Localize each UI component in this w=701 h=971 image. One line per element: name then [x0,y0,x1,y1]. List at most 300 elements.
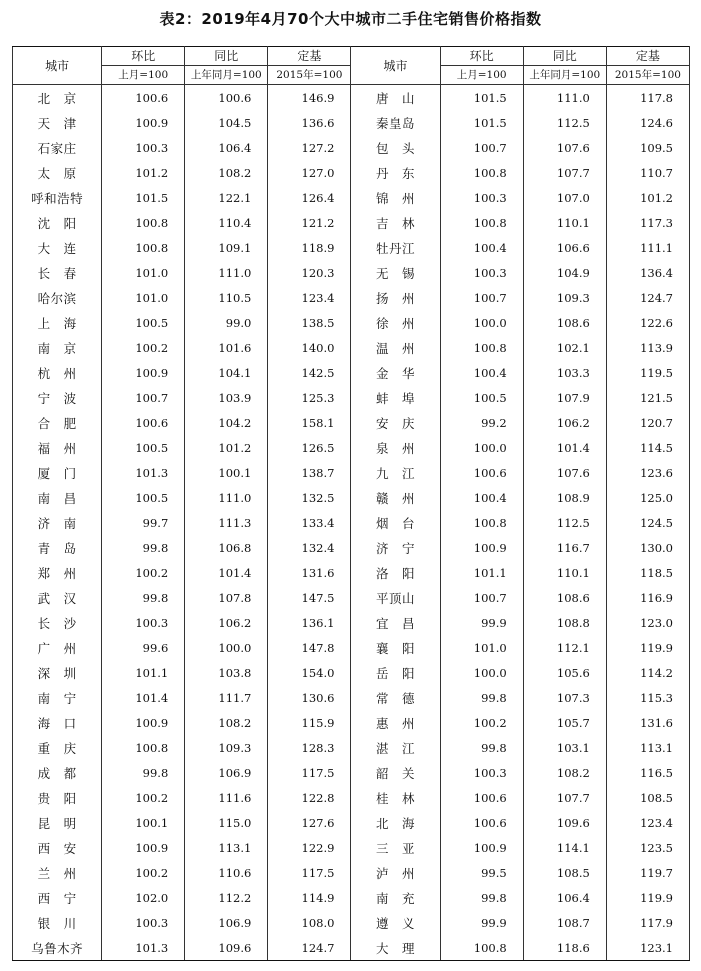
mom-value-right: 100.4 [440,235,523,260]
base-value-left: 127.6 [268,810,351,835]
table-row [13,185,690,210]
yoy-value-right: 108.6 [523,310,606,335]
city-name-right: 扬 州 [351,285,440,310]
mom-value-left: 101.5 [102,185,185,210]
city-name-left: 福 州 [13,435,102,460]
city-name-left: 昆 明 [13,810,102,835]
mom-value-left: 100.5 [102,435,185,460]
yoy-value-left: 106.9 [185,760,268,785]
base-value-left: 108.0 [268,910,351,935]
table-row [13,535,690,560]
yoy-value-left: 115.0 [185,810,268,835]
yoy-value-right: 108.8 [523,610,606,635]
yoy-value-left: 101.4 [185,560,268,585]
yoy-value-right: 112.1 [523,635,606,660]
table-body [13,85,690,961]
city-name-right: 大 理 [351,935,440,961]
yoy-value-left: 110.4 [185,210,268,235]
yoy-value-right: 108.2 [523,760,606,785]
table-row [13,110,690,135]
base-value-left: 133.4 [268,510,351,535]
base-value-right: 119.5 [606,360,689,385]
mom-value-left: 99.7 [102,510,185,535]
table-row [13,785,690,810]
yoy-value-left: 122.1 [185,185,268,210]
city-name-right: 遵 义 [351,910,440,935]
base-value-right: 101.2 [606,185,689,210]
mom-value-left: 100.3 [102,910,185,935]
mom-value-left: 100.9 [102,110,185,135]
table-row [13,660,690,685]
base-value-right: 109.5 [606,135,689,160]
mom-value-right: 100.8 [440,935,523,961]
city-name-right: 锦 州 [351,185,440,210]
yoy-value-right: 103.1 [523,735,606,760]
city-name-left: 广 州 [13,635,102,660]
city-name-right: 泸 州 [351,860,440,885]
city-name-right: 包 头 [351,135,440,160]
city-name-right: 唐 山 [351,85,440,111]
base-value-right: 117.9 [606,910,689,935]
table-row [13,635,690,660]
mom-value-left: 100.8 [102,735,185,760]
yoy-value-right: 105.6 [523,660,606,685]
mom-value-right: 100.3 [440,185,523,210]
mom-value-left: 102.0 [102,885,185,910]
yoy-value-right: 118.6 [523,935,606,961]
mom-value-left: 99.6 [102,635,185,660]
city-name-left: 银 川 [13,910,102,935]
header-base-sub-right: 2015年=100 [606,66,689,85]
yoy-value-right: 107.9 [523,385,606,410]
mom-value-left: 100.6 [102,85,185,111]
base-value-right: 117.3 [606,210,689,235]
city-name-right: 九 江 [351,460,440,485]
yoy-value-left: 112.2 [185,885,268,910]
base-value-right: 114.2 [606,660,689,685]
table-row [13,335,690,360]
mom-value-right: 100.0 [440,660,523,685]
mom-value-right: 99.9 [440,610,523,635]
city-name-right: 蚌 埠 [351,385,440,410]
base-value-right: 114.5 [606,435,689,460]
city-name-right: 徐 州 [351,310,440,335]
table-row [13,260,690,285]
table-title: 表2：2019年4月70个大中城市二手住宅销售价格指数 [159,10,542,28]
city-name-left: 贵 阳 [13,785,102,810]
mom-value-left: 100.8 [102,235,185,260]
city-name-left: 长 春 [13,260,102,285]
base-value-left: 131.6 [268,560,351,585]
city-name-right: 泉 州 [351,435,440,460]
city-name-right: 赣 州 [351,485,440,510]
mom-value-left: 99.8 [102,760,185,785]
base-value-right: 116.9 [606,585,689,610]
yoy-value-left: 104.5 [185,110,268,135]
yoy-value-right: 108.5 [523,860,606,885]
mom-value-right: 100.7 [440,585,523,610]
mom-value-left: 101.3 [102,460,185,485]
city-name-right: 桂 林 [351,785,440,810]
yoy-value-left: 106.9 [185,910,268,935]
base-value-left: 136.6 [268,110,351,135]
city-name-right: 常 德 [351,685,440,710]
base-value-left: 142.5 [268,360,351,385]
city-name-left: 天 津 [13,110,102,135]
mom-value-left: 99.8 [102,585,185,610]
yoy-value-left: 103.9 [185,385,268,410]
mom-value-right: 101.5 [440,110,523,135]
city-name-right: 丹 东 [351,160,440,185]
yoy-value-left: 101.2 [185,435,268,460]
header-base-sub-left: 2015年=100 [268,66,351,85]
table-row [13,485,690,510]
city-name-right: 南 充 [351,885,440,910]
base-value-right: 123.5 [606,835,689,860]
yoy-value-left: 103.8 [185,660,268,685]
mom-value-left: 99.8 [102,535,185,560]
mom-value-left: 100.6 [102,410,185,435]
yoy-value-right: 114.1 [523,835,606,860]
mom-value-right: 99.2 [440,410,523,435]
mom-value-left: 101.4 [102,685,185,710]
base-value-left: 132.5 [268,485,351,510]
table-row [13,210,690,235]
table-row [13,810,690,835]
yoy-value-right: 105.7 [523,710,606,735]
mom-value-right: 101.0 [440,635,523,660]
yoy-value-right: 106.6 [523,235,606,260]
mom-value-left: 100.9 [102,835,185,860]
city-name-right: 北 海 [351,810,440,835]
header-yoy-sub-right: 上年同月=100 [523,66,606,85]
city-name-left: 成 都 [13,760,102,785]
mom-value-right: 100.8 [440,335,523,360]
table-row [13,160,690,185]
mom-value-left: 100.5 [102,485,185,510]
yoy-value-right: 108.9 [523,485,606,510]
city-name-left: 西 安 [13,835,102,860]
city-name-left: 深 圳 [13,660,102,685]
base-value-left: 125.3 [268,385,351,410]
base-value-right: 120.7 [606,410,689,435]
mom-value-left: 100.2 [102,860,185,885]
mom-value-right: 100.6 [440,810,523,835]
base-value-left: 122.9 [268,835,351,860]
table-row [13,585,690,610]
yoy-value-left: 109.1 [185,235,268,260]
city-name-right: 烟 台 [351,510,440,535]
mom-value-right: 100.7 [440,285,523,310]
yoy-value-left: 111.0 [185,260,268,285]
base-value-right: 118.5 [606,560,689,585]
city-name-left: 南 京 [13,335,102,360]
mom-value-left: 100.9 [102,710,185,735]
table-row [13,860,690,885]
table-row [13,135,690,160]
city-name-left: 济 南 [13,510,102,535]
yoy-value-right: 103.3 [523,360,606,385]
base-value-right: 124.6 [606,110,689,135]
mom-value-right: 100.6 [440,785,523,810]
base-value-left: 136.1 [268,610,351,635]
base-value-left: 147.5 [268,585,351,610]
table-row [13,85,690,111]
base-value-right: 122.6 [606,310,689,335]
mom-value-right: 100.8 [440,210,523,235]
table-row [13,310,690,335]
yoy-value-left: 100.0 [185,635,268,660]
base-value-left: 118.9 [268,235,351,260]
mom-value-right: 100.8 [440,510,523,535]
base-value-right: 119.7 [606,860,689,885]
table-row [13,235,690,260]
city-name-left: 厦 门 [13,460,102,485]
mom-value-right: 100.6 [440,460,523,485]
yoy-value-left: 107.8 [185,585,268,610]
yoy-value-right: 111.0 [523,85,606,111]
mom-value-left: 100.2 [102,785,185,810]
yoy-value-right: 108.6 [523,585,606,610]
base-value-left: 128.3 [268,735,351,760]
yoy-value-left: 111.6 [185,785,268,810]
mom-value-right: 100.3 [440,760,523,785]
mom-value-left: 100.3 [102,610,185,635]
mom-value-right: 99.8 [440,685,523,710]
yoy-value-right: 109.3 [523,285,606,310]
base-value-left: 126.4 [268,185,351,210]
mom-value-right: 101.1 [440,560,523,585]
yoy-value-left: 104.1 [185,360,268,385]
city-name-right: 吉 林 [351,210,440,235]
price-index-table [12,46,690,961]
yoy-value-left: 101.6 [185,335,268,360]
table-row [13,460,690,485]
yoy-value-left: 106.2 [185,610,268,635]
table-row [13,510,690,535]
city-name-left: 南 昌 [13,485,102,510]
city-name-left: 重 庆 [13,735,102,760]
yoy-value-right: 110.1 [523,210,606,235]
city-name-left: 上 海 [13,310,102,335]
base-value-left: 122.8 [268,785,351,810]
header-yoy-sub-left: 上年同月=100 [185,66,268,85]
mom-value-left: 101.1 [102,660,185,685]
base-value-left: 124.7 [268,935,351,961]
base-value-right: 115.3 [606,685,689,710]
city-name-left: 太 原 [13,160,102,185]
city-name-left: 沈 阳 [13,210,102,235]
yoy-value-right: 106.2 [523,410,606,435]
table-row [13,935,690,961]
city-name-right: 安 庆 [351,410,440,435]
table-row [13,760,690,785]
mom-value-left: 100.8 [102,210,185,235]
city-name-right: 济 宁 [351,535,440,560]
header-city-right: 城市 [351,47,440,85]
mom-value-right: 100.3 [440,260,523,285]
mom-value-right: 100.5 [440,385,523,410]
city-name-right: 襄 阳 [351,635,440,660]
base-value-right: 136.4 [606,260,689,285]
city-name-right: 牡丹江 [351,235,440,260]
yoy-value-right: 101.4 [523,435,606,460]
base-value-left: 140.0 [268,335,351,360]
base-value-right: 119.9 [606,635,689,660]
mom-value-right: 99.8 [440,735,523,760]
city-name-left: 哈尔滨 [13,285,102,310]
yoy-value-left: 108.2 [185,160,268,185]
mom-value-right: 100.7 [440,135,523,160]
mom-value-right: 100.2 [440,710,523,735]
city-name-right: 秦皇岛 [351,110,440,135]
yoy-value-right: 107.6 [523,135,606,160]
table-row [13,685,690,710]
table-row [13,910,690,935]
mom-value-left: 100.5 [102,310,185,335]
base-value-right: 111.1 [606,235,689,260]
yoy-value-left: 100.1 [185,460,268,485]
table-row [13,385,690,410]
yoy-value-right: 107.7 [523,785,606,810]
mom-value-right: 100.0 [440,435,523,460]
base-value-left: 130.6 [268,685,351,710]
city-name-right: 韶 关 [351,760,440,785]
city-name-right: 岳 阳 [351,660,440,685]
city-name-left: 兰 州 [13,860,102,885]
yoy-value-right: 112.5 [523,110,606,135]
base-value-left: 120.3 [268,260,351,285]
base-value-left: 147.8 [268,635,351,660]
mom-value-left: 100.1 [102,810,185,835]
city-name-left: 北 京 [13,85,102,111]
yoy-value-left: 100.6 [185,85,268,111]
table-row [13,285,690,310]
yoy-value-left: 113.1 [185,835,268,860]
yoy-value-left: 106.8 [185,535,268,560]
mom-value-right: 100.4 [440,360,523,385]
mom-value-right: 100.0 [440,310,523,335]
yoy-value-right: 107.0 [523,185,606,210]
yoy-value-left: 108.2 [185,710,268,735]
base-value-left: 123.4 [268,285,351,310]
base-value-left: 114.9 [268,885,351,910]
city-name-left: 宁 波 [13,385,102,410]
yoy-value-left: 109.3 [185,735,268,760]
yoy-value-right: 110.1 [523,560,606,585]
mom-value-left: 100.9 [102,360,185,385]
city-name-left: 长 沙 [13,610,102,635]
base-value-left: 121.2 [268,210,351,235]
mom-value-left: 100.3 [102,135,185,160]
base-value-left: 138.7 [268,460,351,485]
mom-value-right: 100.9 [440,835,523,860]
table-row [13,360,690,385]
base-value-right: 124.5 [606,510,689,535]
yoy-value-right: 107.7 [523,160,606,185]
base-value-left: 117.5 [268,760,351,785]
city-name-right: 温 州 [351,335,440,360]
base-value-right: 108.5 [606,785,689,810]
table-header [13,47,690,85]
table-row [13,435,690,460]
yoy-value-left: 110.5 [185,285,268,310]
city-name-right: 平顶山 [351,585,440,610]
mom-value-right: 99.5 [440,860,523,885]
city-name-left: 乌鲁木齐 [13,935,102,961]
city-name-left: 西 宁 [13,885,102,910]
header-mom-left: 环比 [102,47,185,66]
city-name-right: 宜 昌 [351,610,440,635]
header-yoy-left: 同比 [185,47,268,66]
header-mom-sub-right: 上月=100 [440,66,523,85]
mom-value-right: 100.8 [440,160,523,185]
table-row [13,560,690,585]
mom-value-left: 100.7 [102,385,185,410]
base-value-left: 117.5 [268,860,351,885]
base-value-right: 125.0 [606,485,689,510]
city-name-left: 郑 州 [13,560,102,585]
city-name-right: 湛 江 [351,735,440,760]
city-name-left: 青 岛 [13,535,102,560]
header-mom-sub-left: 上月=100 [102,66,185,85]
table-row [13,835,690,860]
header-base-left: 定基 [268,47,351,66]
yoy-value-right: 107.3 [523,685,606,710]
base-value-right: 117.8 [606,85,689,111]
base-value-right: 123.4 [606,810,689,835]
mom-value-left: 101.0 [102,285,185,310]
base-value-right: 123.6 [606,460,689,485]
city-name-left: 合 肥 [13,410,102,435]
base-value-right: 131.6 [606,710,689,735]
yoy-value-left: 99.0 [185,310,268,335]
base-value-left: 126.5 [268,435,351,460]
header-base-right: 定基 [606,47,689,66]
mom-value-right: 100.9 [440,535,523,560]
table-row [13,710,690,735]
city-name-left: 海 口 [13,710,102,735]
city-name-left: 石家庄 [13,135,102,160]
header-yoy-right: 同比 [523,47,606,66]
mom-value-left: 100.2 [102,335,185,360]
base-value-right: 116.5 [606,760,689,785]
base-value-right: 113.1 [606,735,689,760]
mom-value-right: 100.4 [440,485,523,510]
city-name-right: 惠 州 [351,710,440,735]
yoy-value-right: 106.4 [523,885,606,910]
city-name-left: 武 汉 [13,585,102,610]
mom-value-right: 101.5 [440,85,523,111]
yoy-value-left: 104.2 [185,410,268,435]
base-value-left: 154.0 [268,660,351,685]
base-value-left: 158.1 [268,410,351,435]
base-value-right: 130.0 [606,535,689,560]
table-row [13,610,690,635]
base-value-right: 119.9 [606,885,689,910]
mom-value-left: 101.0 [102,260,185,285]
base-value-left: 127.2 [268,135,351,160]
yoy-value-right: 109.6 [523,810,606,835]
yoy-value-right: 108.7 [523,910,606,935]
base-value-left: 127.0 [268,160,351,185]
yoy-value-left: 110.6 [185,860,268,885]
city-name-right: 三 亚 [351,835,440,860]
header-mom-right: 环比 [440,47,523,66]
base-value-right: 123.0 [606,610,689,635]
city-name-right: 金 华 [351,360,440,385]
mom-value-right: 99.9 [440,910,523,935]
